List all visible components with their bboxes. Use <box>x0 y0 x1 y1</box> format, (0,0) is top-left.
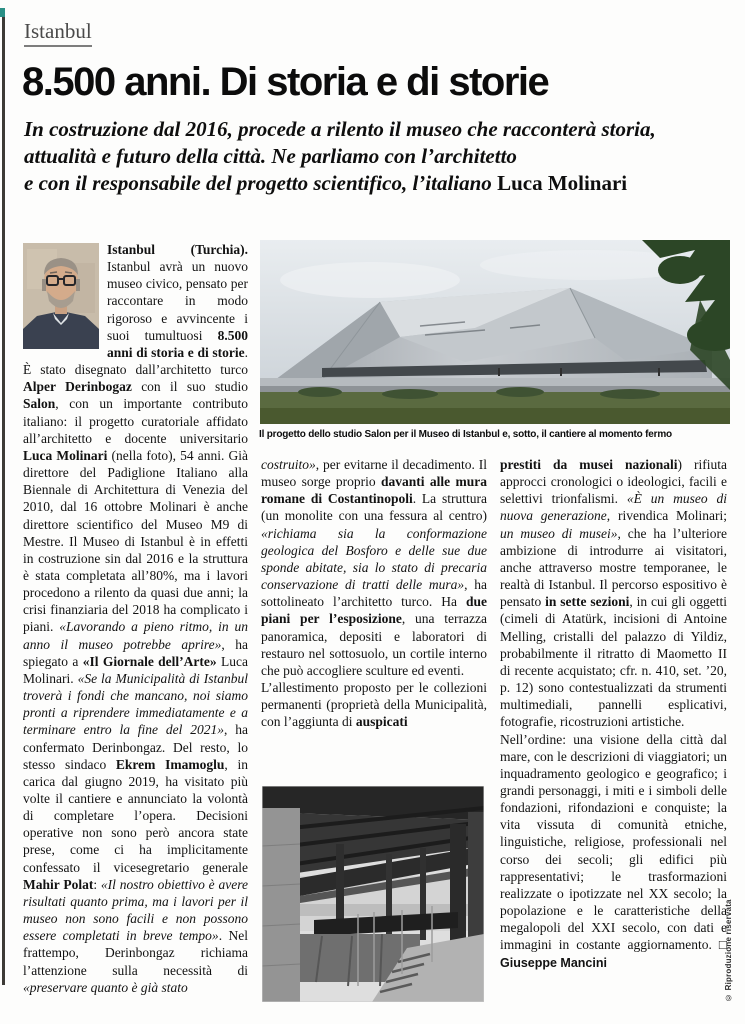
standfirst-line: In costruzione dal 2016, procede a rilento il museo che racconterà storia, <box>24 117 656 141</box>
column-2-text: costruito», per evitarne il decadimento. Il museo sorge proprio davanti alle mura romane di Costantinopoli. La struttura (un monolite con una fessura al centro) «richiama sia la conformazione geologica del Bosforo e delle sue due sponde abitate, sia lo stato di precaria conservazione di tratti delle mura», ha sottolineato l’architetto turco. Ha due piani per l’esposizione, una terrazza panoramica, depositi e laboratori di restauro nel sottosuolo, un cortile interno che può accogliere sculture ed eventi. L’allestimento proposto per le collezioni permanenti (proprietà della Municipalità, con l’aggiunta di auspicati <box>261 457 487 730</box>
portrait-photo <box>23 243 99 349</box>
section-kicker: Istanbul <box>24 20 92 47</box>
page-edge-accent <box>0 8 5 17</box>
column-3-text: prestiti da musei nazionali) rifiuta approcci cronologici o ideologici, facili e selettivi trionfalismi. «È un museo di nuova generazione, rivendica Molinari; un museo di musei», che ha l’ulteriore ambizione di introdurre ai visitatori, anche attraverso mostre temporanee, le realtà di Istanbul. Il percorso espositivo è pensato in sette sezioni, in cui gli oggetti (cimeli di Atatürk, incisioni di Antoine Melling, cristalli del palazzo di Yildiz, probabilmente il ritratto di Maometto II di recente acquistato; cfr. n. 410, set. ’20, p. 12) sono contestualizzati da strumenti multimediali, pannelli esplicativi, fotografie, ricostruzioni artistiche. Nell’ordine: una visione della città dal mare, con le descrizioni di viaggiatori; un inquadramento geologico e geografico; i grandi personaggi, i miti e i simboli delle fondazioni, rifondazioni e conquiste; la vita vissuta di comunità etniche, linguistiche, religiose, professionali nel corso dei secoli; gli edifici più rappresentativi; le trasformazioni realizzate o ipotizzate nel XX secolo; la popolazione e le caratteristiche della megalopoli del XXI secolo, con dati e immagini in costante aggiornamento. □ Giuseppe Mancini <box>500 457 727 970</box>
article-headline: 8.500 anni. Di storia e di storie <box>22 60 549 104</box>
standfirst-line: e con il responsabile del progetto scientifico, l’italiano Luca Molinari <box>24 171 628 195</box>
article-column-2 <box>261 456 487 784</box>
page-fold-line <box>2 17 5 985</box>
article-column-1 <box>23 241 248 1015</box>
photo-caption: Il progetto dello studio Salon per il Museo di Istanbul e, sotto, il cantiere al momento fermo <box>259 429 672 440</box>
article-standfirst <box>24 116 738 197</box>
standfirst-line: attualità e futuro della città. Ne parliamo con l’architetto <box>24 144 517 168</box>
column-1-text: Istanbul (Turchia). Istanbul avrà un nuovo museo civico, pensato per raccontare in modo rigoroso e avvincente i suoi tumultuosi 8.500 anni di storia e di storie. È stato disegnato dall’architetto turco Alper Derinbogaz con il suo studio Salon, con un importante contributo italiano: il progetto curatoriale affidato all’architetto e docente universitario Luca Molinari (nella foto), 54 anni. Già direttore del Padiglione Italiano alla Biennale di Architettura di Venezia del 2010, dal 16 ottobre Molinari è anche direttore scientifico del Museo M9 di Mestre. Il Museo di Istanbul è in effetti in costruzione sin dal 2016 e la struttura è stata completata all’80%, ma i lavori procedono a rilento da quasi due anni; la crisi finanziaria del 2018 ha complicato i piani. «Lavorando a pieno ritmo, in un anno il museo potrebbe aprire», ha spiegato a «Il Giornale dell’Arte» Luca Molinari. «Se la Municipalità di Istanbul troverà i fondi che mancano, noi siamo pronti a riprendere immediatamente e a terminare entro la fine del 2021», ha confermato Derinbongaz. Del resto, lo stesso sindaco Ekrem Imamoglu, in carica dal giugno 2019, ha visitato più volte il cantiere e annunciato la volontà di completare l’opera. Decisioni operative non sono però ancora state prese, come ci ha implicitamente confessato il vicesegretario generale Mahir Polat: «Il nostro obiettivo è avere risultati quanto prima, ma i lavori per il museo non sono facili e non possono essere completati in breve tempo». Nel frattempo, Derinbongaz richiama l’attenzione sulla necessità di «preservare quanto è già stato <box>23 242 248 995</box>
museum-render-photo <box>260 240 730 424</box>
construction-site-photo <box>262 786 484 1002</box>
article-column-3 <box>500 456 727 996</box>
copyright-notice: © Riproduzione riservata <box>724 899 733 1002</box>
